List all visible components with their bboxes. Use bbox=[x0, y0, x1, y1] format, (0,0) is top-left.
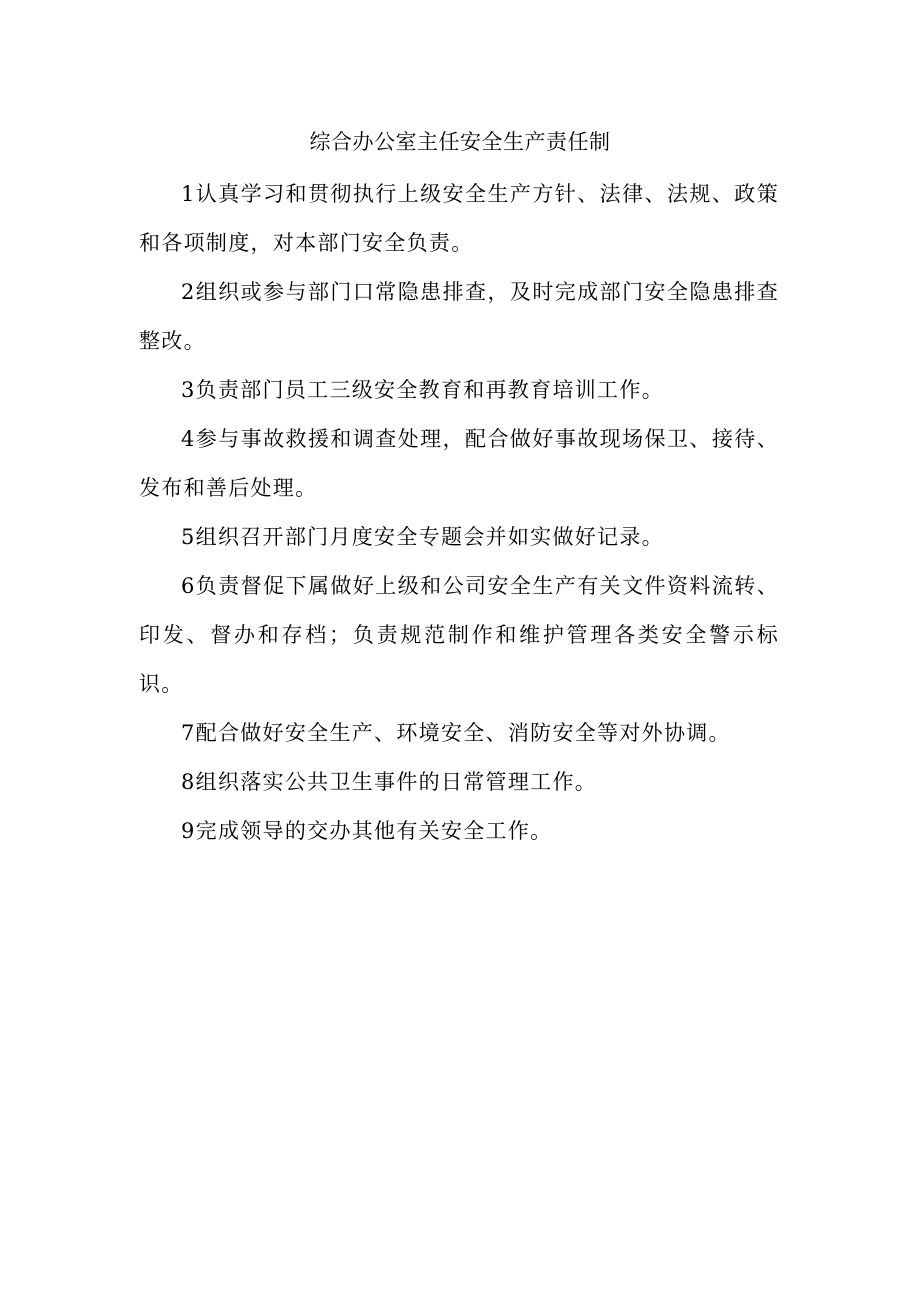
list-item: 3负责部门员工三级安全教育和再教育培训工作。 bbox=[181, 378, 664, 402]
list-item: 1认真学习和贯彻执行上级安全生产方针、法律、法规、政策和各项制度，对本部门安全负责。 bbox=[139, 182, 779, 255]
list-item: 7配合做好安全生产、环境安全、消防安全等对外协调。 bbox=[181, 721, 731, 745]
list-item: 6负责督促下属做好上级和公司安全生产有关文件资料流转、印发、督办和存档；负责规范制作和维护管理各类安全警示标识。 bbox=[139, 574, 779, 696]
document-title: 综合办公室主任安全生产责任制 bbox=[309, 130, 611, 154]
list-item: 2组织或参与部门口常隐患排查，及时完成部门安全隐患排查整改。 bbox=[139, 280, 779, 353]
document-body bbox=[139, 170, 779, 856]
list-item: 4参与事故救援和调查处理，配合做好事故现场保卫、接待、发布和善后处理。 bbox=[139, 427, 779, 500]
list-item: 8组织落实公共卫生事件的日常管理工作。 bbox=[181, 770, 598, 794]
list-item: 5组织召开部门月度安全专题会并如实做好记录。 bbox=[181, 525, 664, 549]
list-item: 9完成领导的交办其他有关安全工作。 bbox=[181, 819, 553, 843]
